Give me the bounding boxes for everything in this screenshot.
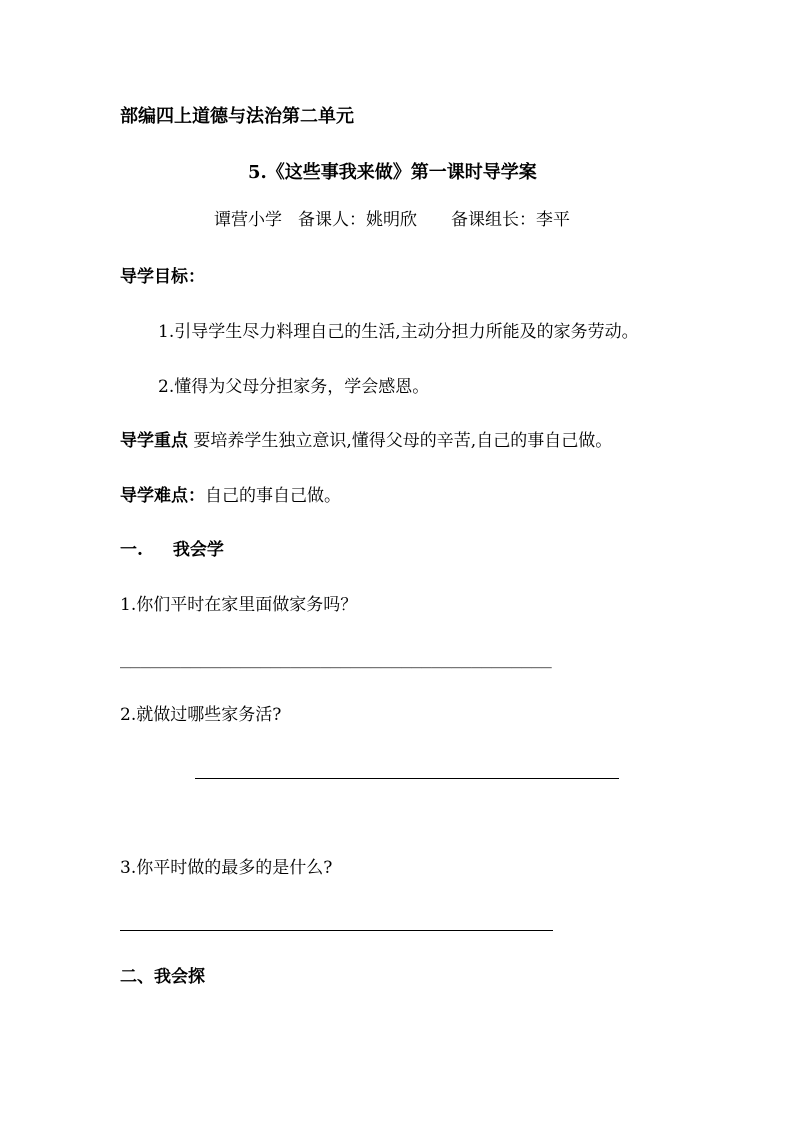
objectives-heading: 导学目标： [120, 267, 205, 287]
unit-title: 部编四上道德与法治第二单元 [120, 106, 354, 127]
section-two-title: 二、我会探 [120, 967, 205, 987]
byline-school: 谭营小学 [214, 210, 282, 230]
answer-line-2[interactable] [195, 778, 619, 779]
key-point [120, 430, 612, 452]
section-one-heading [120, 539, 224, 561]
question-3: 3.你平时做的最多的是什么? [120, 858, 333, 878]
section-one-title: 我会学 [172, 540, 224, 560]
answer-line-3[interactable] [120, 930, 553, 931]
key-point-label: 导学重点 [120, 431, 188, 451]
objective-item: 1.引导学生尽力料理自己的生活,主动分担力所能及的家务劳动。 [158, 322, 639, 342]
answer-blank-1[interactable]: ___________________________________________ [120, 649, 552, 669]
byline-group-leader: 备课组长：李平 [451, 210, 570, 230]
lesson-title: 5.《这些事我来做》第一课时导学案 [248, 162, 537, 183]
byline-preparer: 备课人：姚明欣 [298, 210, 417, 230]
difficulty-label: 导学难点： [120, 486, 205, 506]
key-point-text: 要培养学生独立意识,懂得父母的辛苦,自己的事自己做。 [193, 431, 613, 451]
objective-item: 2.懂得为父母分担家务，学会感恩。 [158, 377, 430, 397]
difficulty [120, 485, 341, 507]
question-1: 1.你们平时在家里面做家务吗？ [120, 595, 358, 615]
section-one-number: 一. [120, 540, 143, 560]
byline [214, 209, 570, 231]
difficulty-text: 自己的事自己做。 [205, 486, 341, 506]
question-2: 2.就做过哪些家务活? [120, 705, 282, 725]
